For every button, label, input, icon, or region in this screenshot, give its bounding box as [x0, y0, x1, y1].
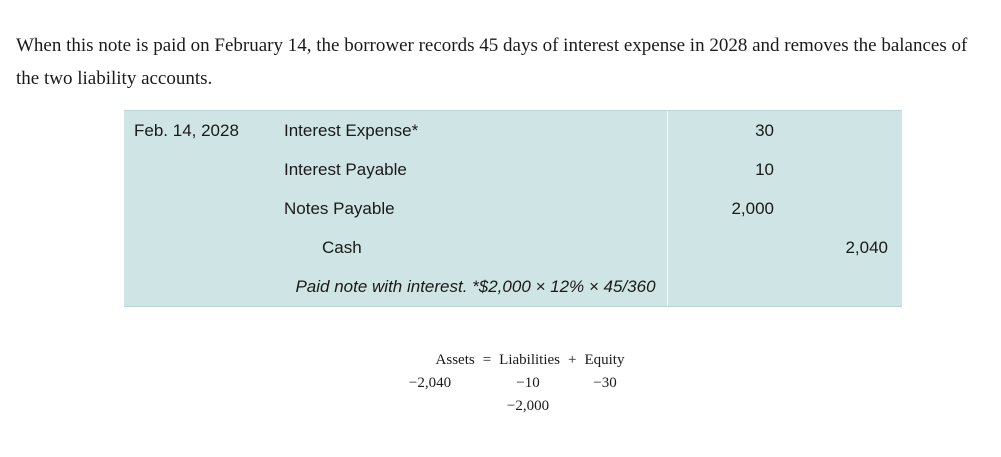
journal-row-1	[124, 111, 902, 150]
journal-credit-amount: 2,040	[845, 237, 888, 257]
equation-label-equity: Equity	[584, 352, 625, 368]
journal-account-name: Cash	[270, 228, 668, 267]
journal-debit-amount: 10	[755, 159, 774, 179]
accounting-equation	[390, 352, 670, 415]
journal-date: Feb. 14, 2028	[134, 120, 239, 140]
equation-equals-sign: =	[482, 352, 492, 368]
journal-debit-amount: 2,000	[731, 198, 774, 218]
intro-paragraph: When this note is paid on February 14, the borrower records 45 days of interest expense in 2028 and removes the balances of the two liability accounts.	[16, 35, 968, 89]
equation-liabilities-value-2: −2,000	[506, 398, 550, 414]
equation-assets-value: −2,040	[408, 375, 452, 391]
equation-equity-value-empty	[570, 398, 640, 415]
equation-assets-value-empty	[390, 398, 470, 415]
journal-account-name: Interest Expense*	[270, 111, 668, 150]
journal-account-name: Notes Payable	[270, 189, 668, 228]
equation-label-assets: Assets	[435, 352, 475, 368]
accounting-equation-header	[390, 352, 670, 369]
journal-row-2	[124, 150, 902, 189]
equation-liabilities-value: −10	[516, 375, 540, 391]
journal-entry-table	[124, 110, 902, 307]
journal-debit-amount: 30	[755, 120, 774, 140]
equation-label-liabilities: Liabilities	[499, 352, 560, 368]
equation-spacer	[470, 398, 486, 415]
journal-narration-row	[124, 267, 902, 306]
equation-equity-value: −30	[593, 375, 617, 391]
journal-account-name: Interest Payable	[270, 150, 668, 189]
journal-row-3	[124, 189, 902, 228]
equation-spacer	[470, 375, 486, 392]
equation-plus-sign: +	[568, 352, 577, 368]
accounting-equation-row-2	[390, 398, 670, 415]
accounting-equation-row-1	[390, 375, 670, 392]
journal-row-4	[124, 228, 902, 267]
journal-narration: Paid note with interest. *$2,000 × 12% × 45/360	[270, 267, 668, 306]
